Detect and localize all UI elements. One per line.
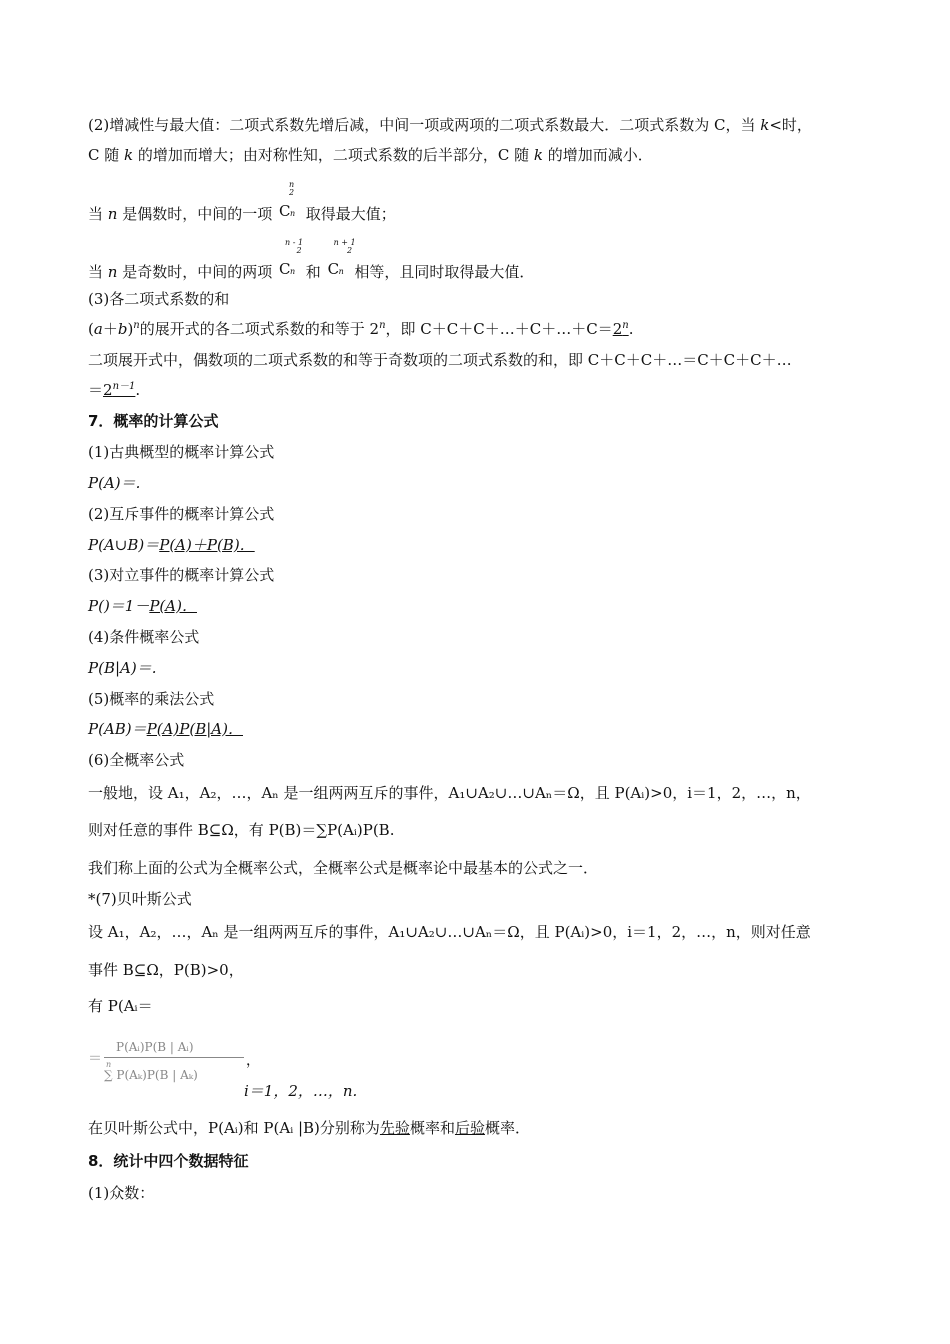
- text-line: *(7)贝叶斯公式: [88, 890, 192, 908]
- formula: P(A∪B)＝P(A)＋P(B)．: [88, 536, 255, 554]
- formula: P(AB)＝P(A)P(B|A)．: [88, 720, 243, 738]
- text-line: 一般地，设 A₁，A₂，…，Aₙ 是一组两两互斥的事件，A₁∪A₂∪…∪Aₙ＝Ω，且 P(Aᵢ)>0，i＝1，2，…，n，: [88, 784, 811, 802]
- text-line: $(a+b)^n$的展开式的各二项式系数的和等于 2$^n$，即 $C+C+C+\dots+C+\dots+C=2^n$.: [88, 320, 634, 338]
- text-line: 有 P(Aᵢ＝: [88, 997, 153, 1015]
- text-line: $=2^{n-1}$.: [88, 381, 141, 399]
- formula: P(B|A)＝.: [88, 659, 157, 677]
- formula: P(A)＝.: [88, 474, 141, 492]
- text-line: (1)众数：: [88, 1184, 155, 1202]
- formula: P()＝1－P(A)．: [88, 597, 197, 615]
- text-line: (2)增减性与最大值：二项式系数先增后减，中间一项或两项的二项式系数最大．二项式系数为 C，当 k<时，: [88, 116, 812, 134]
- text-line: 二项展开式中，偶数项的二项式系数的和等于奇数项的二项式系数的和，即 C＋C＋C＋…＝C＋C＋C＋…: [88, 351, 792, 369]
- text-line: 当 n 是偶数时，中间的一项 n 2 C n 取得最大值；: [88, 180, 396, 223]
- text-line: (4)条件概率公式: [88, 628, 200, 646]
- text-line: 设 A₁，A₂，…，Aₙ 是一组两两互斥的事件，A₁∪A₂∪…∪Aₙ＝Ω，且 P(Aᵢ)>0，i＝1，2，…，n，则对任意: [88, 923, 811, 941]
- binomial-coefficient: n 2 C n: [279, 180, 296, 220]
- binomial-coefficient: n - 1 2 C n: [279, 238, 304, 278]
- section-heading: 7．概率的计算公式: [88, 412, 219, 430]
- text-line: (6)全概率公式: [88, 751, 185, 769]
- text-line: 则对任意的事件 B⊆Ω，有 P(B)＝∑P(Aᵢ)P(B.: [88, 821, 395, 839]
- text-line: (5)概率的乘法公式: [88, 690, 215, 708]
- text-line: 当 n 是奇数时，中间的两项 n - 1 2 C n 和 n + 1 2 C n 相等，且同时取得最大值．: [88, 238, 535, 281]
- text-line: 事件 B⊆Ω，P(B)>0，: [88, 961, 244, 979]
- document-page: (2)增减性与最大值：二项式系数先增后减，中间一项或两项的二项式系数最大．二项式系数为 C，当 k<时， C 随 k 的增加而增大；由对称性知，二项式系数的后半部分，C 随 k 的增加而减小． 当 n 是偶数时，中间的一项 n 2 C n 取得最大值； 当 n 是奇数时，中间的两项 n - 1 2 C n 和 n + 1 2 C n 相等，且同时取得最大值． (3)各二项式系数的和 $(a+b)^n$的展开式的各二项式系数的和等于 2$^n$，即 $C+C+C+\dots+C+\dots+C=2^n$. 二项展开式中，偶数项的二项式系数的和等于奇数项的二项式系数的和，即 C＋C＋C＋…＝C＋C＋C＋… $=2^{n-1}$. 7．概率的计算公式 (1)古典概型的概率计算公式 P(A)＝. (2)互斥事件的概率计算公式 P(A∪B)＝P(A)＋P(B)． (3)对立事件的概率计算公式 P()＝1－P(A)． (4)条件概率公式 P(B|A)＝. (5)概率的乘法公式 P(AB)＝P(A)P(B|A)． (6)全概率公式 一般地，设 A₁，A₂，…，Aₙ 是一组两两互斥的事件，A₁∪A₂∪…∪Aₙ＝Ω，且 P(Aᵢ)>0，i＝1，2，…，n， 则对任意的事件 B⊆Ω，有 P(B)＝∑P(Aᵢ)P(B. 我们称上面的公式为全概率公式，全概率公式是概率论中最基本的公式之一． *(7)贝叶斯公式 设 A₁，A₂，…，Aₙ 是一组两两互斥的事件，A₁∪A₂∪…∪Aₙ＝Ω，且 P(Aᵢ)>0，i＝1，2，…，n，则对任意 事件 B⊆Ω，P(B)>0， 有 P(Aᵢ＝ ＝ P(Aᵢ)P(B | Aᵢ) n ∑ P(Aₖ)P(B | Aₖ) ， i＝1，2，…，n. 在贝叶斯公式中，P(Aᵢ)和 P(Aᵢ |B)分别称为先验概率和后验概率． 8．统计中四个数据特征 (1)众数：: [0, 0, 950, 1344]
- text-line: 我们称上面的公式为全概率公式，全概率公式是概率论中最基本的公式之一．: [88, 859, 599, 877]
- binomial-coefficient: n + 1 2 C n: [327, 238, 356, 278]
- text-line: i＝1，2，…，n.: [244, 1082, 358, 1100]
- fraction-bar: [104, 1057, 244, 1058]
- section-heading: 8．统计中四个数据特征: [88, 1152, 249, 1170]
- text-line: (3)对立事件的概率计算公式: [88, 566, 275, 584]
- text-line: (3)各二项式系数的和: [88, 290, 230, 308]
- text-line: (1)古典概型的概率计算公式: [88, 443, 275, 461]
- text-line: 在贝叶斯公式中，P(Aᵢ)和 P(Aᵢ |B)分别称为先验概率和后验概率．: [88, 1119, 530, 1137]
- text-line: C 随 k 的增加而增大；由对称性知，二项式系数的后半部分，C 随 k 的增加而减小．: [88, 146, 653, 164]
- text-line: (2)互斥事件的概率计算公式: [88, 505, 275, 523]
